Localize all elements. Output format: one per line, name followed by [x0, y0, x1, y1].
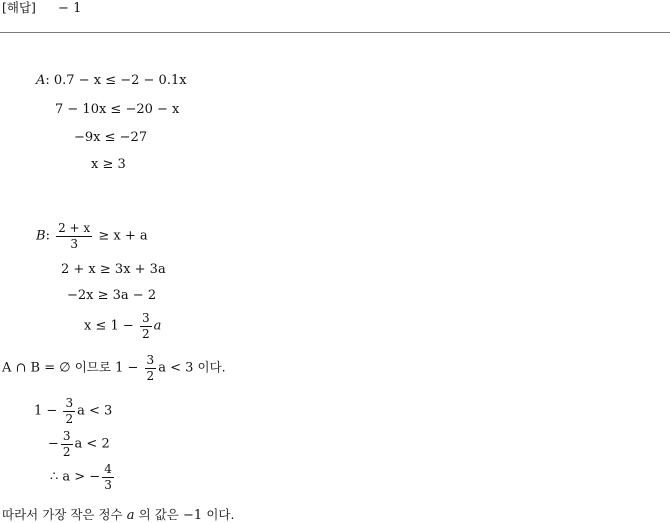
conclusion-text-1: 따라서 가장 작은 정수	[2, 507, 123, 522]
solve-line-1-lhs: 1 −	[34, 403, 58, 419]
solve-line-1-fraction	[63, 397, 75, 425]
solve-line-2-fraction	[61, 430, 73, 458]
set-a-line-2: 7 − 10x ≤ −20 − x	[55, 102, 180, 117]
fraction-denominator: 2	[62, 444, 71, 459]
solve-line-1	[34, 397, 112, 425]
solve-line-2	[48, 430, 110, 458]
conclusion-var: a	[126, 508, 135, 523]
solve-line-3-lhs: ∴ a > −	[50, 469, 101, 485]
fraction-numerator: 4	[104, 462, 112, 476]
set-b-rhs: ≥ x + a	[98, 228, 148, 244]
solve-line-2-lhs: −	[48, 436, 59, 452]
solve-line-3	[50, 463, 116, 491]
conclusion-text-3: 이다.	[206, 507, 235, 522]
solve-line-3-fraction	[102, 463, 114, 491]
fraction-numerator: 3	[62, 429, 71, 443]
set-b-line-4-lhs: x ≤ 1 −	[84, 318, 134, 334]
set-b-fraction	[56, 222, 92, 250]
fraction-denominator: 2	[141, 326, 150, 341]
conclusion-value: −1	[183, 508, 203, 523]
fraction-denominator: 3	[70, 236, 78, 251]
intersection-expr: A ∩ B = ∅	[2, 360, 71, 376]
set-a-name: A	[36, 73, 46, 88]
fraction-denominator: 2	[146, 368, 155, 383]
set-b-name: B	[36, 228, 46, 244]
conclusion-line	[2, 509, 234, 522]
fraction-numerator: 3	[141, 311, 150, 325]
solve-line-2-rhs: a < 2	[74, 436, 110, 452]
set-a-inequality: : 0.7 − x ≤ −2 − 0.1x	[45, 73, 187, 88]
set-b-line-3: −2x ≥ 3a − 2	[67, 288, 157, 303]
answer-label: [해답]	[2, 0, 36, 15]
conclusion-text-2: 의 값은	[138, 507, 179, 522]
intersection-fraction	[145, 354, 157, 382]
divider	[0, 32, 670, 33]
set-a-line-3: −9x ≤ −27	[74, 130, 148, 145]
answer-header	[2, 2, 81, 15]
fraction-numerator: 3	[146, 353, 155, 367]
intersection-text-2: 이다.	[197, 359, 226, 375]
set-a-line-4: x ≥ 3	[91, 157, 126, 172]
fraction-denominator: 3	[104, 477, 112, 492]
fraction-numerator: 3	[65, 396, 74, 410]
intersection-ineq-lhs: 1 −	[115, 360, 139, 376]
set-b-line-4-fraction	[140, 312, 152, 340]
set-b-line-4	[84, 312, 161, 340]
set-a-line-1	[36, 74, 187, 87]
fraction-numerator: 2 + x	[58, 221, 91, 235]
solve-line-1-rhs: a < 3	[77, 403, 113, 419]
fraction-denominator: 2	[65, 411, 74, 426]
intersection-text-1: 이므로	[74, 359, 111, 375]
intersection-ineq-rhs: a < 3	[158, 360, 194, 376]
set-b-line-1: B: $\frac{2 + x}{3}$ ≥ x + a	[36, 221, 148, 251]
set-b-line-4-var: a	[153, 318, 162, 334]
set-b-line-2: 2 + x ≥ 3x + 3a	[61, 262, 166, 277]
answer-value: − 1	[58, 1, 82, 16]
intersection-line	[2, 354, 226, 382]
